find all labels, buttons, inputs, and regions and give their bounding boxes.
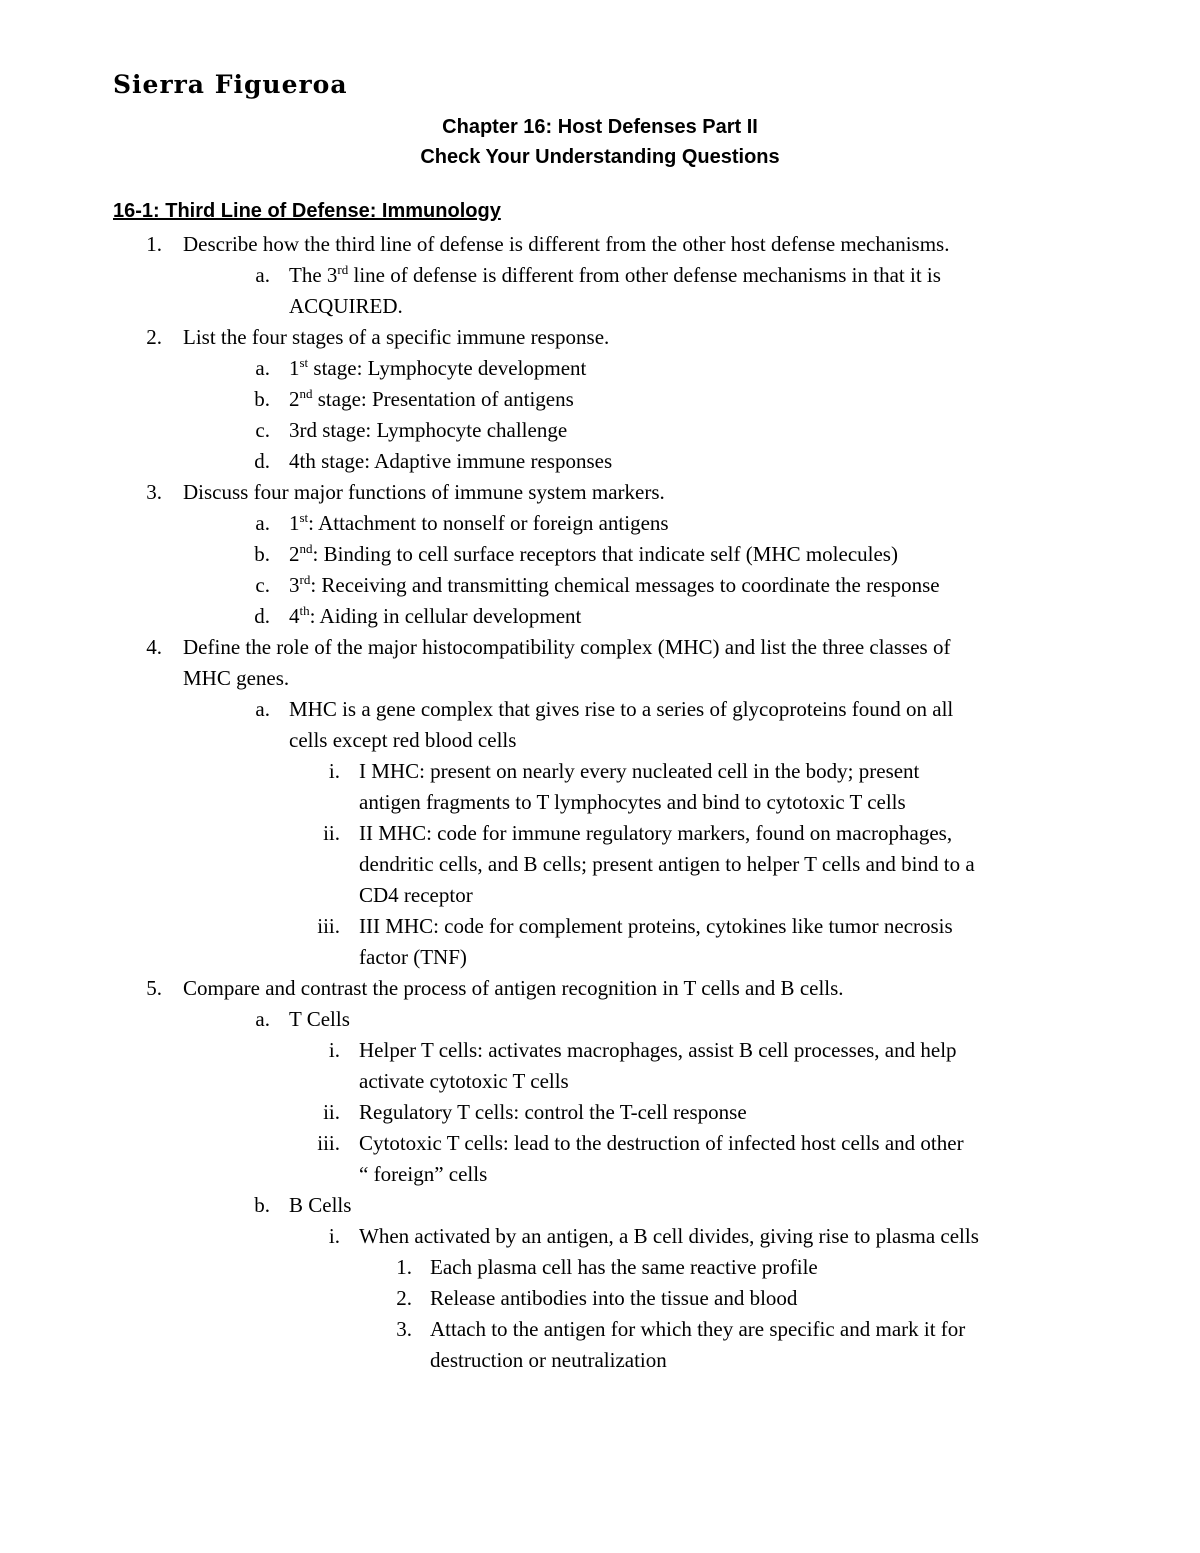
list-marker: 5. (146, 976, 162, 1000)
list-marker: iii. (317, 1131, 340, 1155)
list-marker: i. (328, 1224, 340, 1248)
list-marker: 3. (146, 480, 162, 504)
answer-text: ACQUIRED. (289, 294, 403, 318)
list-marker: 1. (396, 1255, 412, 1279)
list-marker: i. (328, 1038, 340, 1062)
list-marker: d. (254, 604, 270, 628)
list-marker: 3. (396, 1317, 412, 1341)
answer-text: cells except red blood cells (289, 728, 517, 752)
answer-text: Attach to the antigen for which they are specific and mark it for (430, 1317, 966, 1341)
answer-text: II MHC: code for immune regulatory markers, found on macrophages, (359, 821, 953, 845)
answer-text: dendritic cells, and B cells; present antigen to helper T cells and bind to a (359, 852, 975, 876)
list-marker: b. (254, 1193, 270, 1217)
answer-text: CD4 receptor (359, 883, 473, 907)
answer-text: B Cells (289, 1193, 352, 1217)
list-marker: c. (255, 418, 270, 442)
list-marker: iii. (317, 914, 340, 938)
list-marker: 2. (146, 325, 162, 349)
answer-text: destruction or neutralization (430, 1348, 667, 1372)
chapter-title: Chapter 16: Host Defenses Part II (442, 116, 758, 138)
question-text: Compare and contrast the process of antigen recognition in T cells and B cells. (183, 976, 844, 1000)
question-text: Describe how the third line of defense is different from the other host defense mechanisms. (183, 232, 950, 256)
list-marker: a. (255, 263, 270, 287)
answer-text: 2nd: Binding to cell surface receptors that indicate self (MHC molecules) (289, 541, 898, 566)
list-marker: c. (255, 573, 270, 597)
list-marker: a. (255, 356, 270, 380)
answer-text: activate cytotoxic T cells (359, 1069, 569, 1093)
answer-text: factor (TNF) (359, 945, 467, 969)
question-text: Discuss four major functions of immune system markers. (183, 480, 665, 504)
answer-text: 1st: Attachment to nonself or foreign antigens (289, 510, 669, 535)
list-marker: 2. (396, 1286, 412, 1310)
answer-text: T Cells (289, 1007, 350, 1031)
author-name: Sierra Figueroa (113, 70, 348, 99)
question-text: MHC genes. (183, 666, 290, 690)
answer-text: 4th: Aiding in cellular development (289, 603, 582, 628)
list-marker: ii. (323, 1100, 340, 1124)
answer-text: I MHC: present on nearly every nucleated cell in the body; present (359, 759, 920, 783)
answer-text: 3rd: Receiving and transmitting chemical messages to coordinate the response (289, 572, 940, 597)
list-marker: a. (255, 1007, 270, 1031)
answer-text: Cytotoxic T cells: lead to the destruction of infected host cells and other (359, 1131, 964, 1155)
answer-text: Helper T cells: activates macrophages, assist B cell processes, and help (359, 1038, 957, 1062)
list-marker: 4. (146, 635, 162, 659)
list-marker: ii. (323, 821, 340, 845)
answer-text: Each plasma cell has the same reactive profile (430, 1255, 818, 1279)
answer-text: antigen fragments to T lymphocytes and bind to cytotoxic T cells (359, 790, 906, 814)
section-heading: 16-1: Third Line of Defense: Immunology (113, 200, 501, 222)
list-marker: 1. (146, 232, 162, 256)
answer-text: III MHC: code for complement proteins, cytokines like tumor necrosis (359, 914, 953, 938)
list-marker: d. (254, 449, 270, 473)
question-text: Define the role of the major histocompatibility complex (MHC) and list the three classes of (183, 635, 951, 659)
answer-text: The 3rd line of defense is different from other defense mechanisms in that it is (289, 262, 941, 287)
answer-text: Release antibodies into the tissue and blood (430, 1286, 798, 1310)
answer-text: 3rd stage: Lymphocyte challenge (289, 418, 568, 442)
list-marker: i. (328, 759, 340, 783)
answer-text: 4th stage: Adaptive immune responses (289, 449, 613, 473)
answer-text: When activated by an antigen, a B cell divides, giving rise to plasma cells (359, 1224, 979, 1248)
answer-text: “ foreign” cells (359, 1162, 488, 1186)
answer-text: 1st stage: Lymphocyte development (289, 355, 587, 380)
answer-text: 2nd stage: Presentation of antigens (289, 386, 574, 411)
list-marker: b. (254, 542, 270, 566)
list-marker: a. (255, 511, 270, 535)
list-marker: a. (255, 697, 270, 721)
answer-text: Regulatory T cells: control the T-cell response (359, 1100, 747, 1124)
subtitle: Check Your Understanding Questions (420, 146, 780, 168)
question-text: List the four stages of a specific immune response. (183, 325, 610, 349)
answer-text: MHC is a gene complex that gives rise to a series of glycoproteins found on all (289, 697, 954, 721)
list-marker: b. (254, 387, 270, 411)
